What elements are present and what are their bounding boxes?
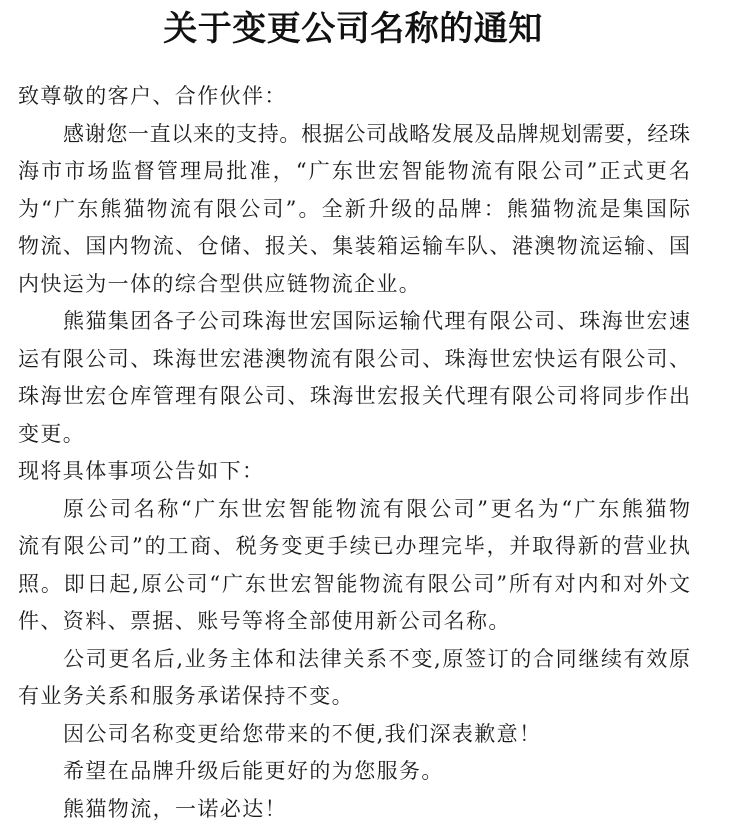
details-paragraph xyxy=(18,491,690,641)
apology-line: 因公司名称变更给您带来的不便,我们深表歉意！ xyxy=(63,721,542,746)
service-wish-line: 希望在品牌升级后能更好的为您服务。 xyxy=(63,759,444,783)
paragraph-line: 运有限公司、珠海世宏港澳物流有限公司、珠海世宏快运有限公司、 xyxy=(18,346,690,371)
paragraph-line: 物流、国内物流、仓储、报关、集装箱运输车队、港澳物流运输、国 xyxy=(18,234,690,258)
paragraph-line: 件、资料、票据、账号等将全部使用新公司名称。 xyxy=(18,609,511,633)
notice-body xyxy=(18,78,690,828)
paragraph-line: 内快运为一体的综合型供应链物流企业。 xyxy=(18,271,422,296)
intro-paragraph xyxy=(18,116,690,304)
paragraph-line: 珠海世宏仓库管理有限公司、珠海世宏报关代理有限公司将同步作出 xyxy=(18,384,690,408)
slogan-line: 熊猫物流，一诺必达！ xyxy=(63,796,287,821)
salutation: 致尊敬的客户、合作伙伴： xyxy=(18,84,287,108)
notice-title: 关于变更公司名称的通知 xyxy=(163,10,543,48)
paragraph-line: 有业务关系和服务承诺保持不变。 xyxy=(18,684,354,708)
paragraph-line: 照。即日起,原公司“广东世宏智能物流有限公司”所有对内和对外文 xyxy=(18,571,690,596)
paragraph-line: 为“广东熊猫物流有限公司”。全新升级的品牌：熊猫物流是集国际 xyxy=(18,196,690,221)
paragraph-line: 熊猫集团各子公司珠海世宏国际运输代理有限公司、珠海世宏速 xyxy=(63,309,690,333)
continuity-paragraph xyxy=(18,641,690,716)
announcement-lead: 现将具体事项公告如下： xyxy=(18,459,265,483)
paragraph-line: 公司更名后,业务主体和法律关系不变,原签订的合同继续有效原 xyxy=(63,646,690,671)
paragraph-line: 变更。 xyxy=(18,421,86,446)
paragraph-line: 海市市场监督管理局批准，“广东世宏智能物流有限公司”正式更名 xyxy=(18,159,690,183)
subsidiaries-paragraph xyxy=(18,303,690,453)
paragraph-line: 原公司名称“广东世宏智能物流有限公司”更名为“广东熊猫物 xyxy=(63,496,690,521)
paragraph-line: 感谢您一直以来的支持。根据公司战略发展及品牌规划需要，经珠 xyxy=(63,121,690,146)
paragraph-line: 流有限公司”的工商、税务变更手续已办理完毕，并取得新的营业执 xyxy=(18,534,690,558)
